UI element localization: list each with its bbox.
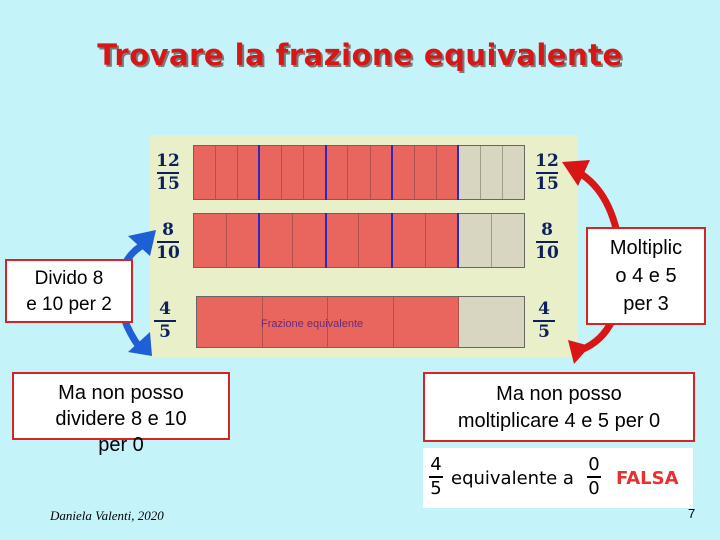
fraction-0-0	[586, 456, 602, 498]
numerator: 12	[156, 151, 180, 171]
denominator: 10	[156, 243, 180, 263]
cannot-multiply-box	[423, 372, 695, 442]
multiply-note-box	[586, 227, 706, 325]
false-statement	[423, 448, 693, 508]
denominator: 15	[535, 174, 559, 194]
denominator: 0	[588, 478, 600, 499]
page-number: 7	[688, 506, 696, 521]
denominator: 5	[159, 322, 171, 342]
equivalent-fraction-label: Frazione equivalente	[261, 318, 364, 330]
divide-note-text: Divido 8 e 10 per 2	[26, 268, 112, 315]
numerator: 0	[588, 454, 600, 475]
numerator: 4	[159, 299, 171, 319]
author-credit: Daniela Valenti, 2020	[50, 508, 164, 523]
numerator: 8	[162, 220, 174, 240]
denominator: 5	[538, 322, 550, 342]
numerator: 12	[535, 151, 559, 171]
false-verdict: FALSA	[616, 468, 679, 489]
multiply-note-text: Moltiplic o 4 e 5 per 3	[609, 237, 683, 315]
denominator: 5	[430, 478, 442, 499]
numerator: 8	[541, 220, 553, 240]
fraction-4-5	[428, 456, 444, 498]
divide-note-box	[5, 259, 133, 323]
cannot-divide-text: Ma non posso dividere 8 e 10 per 0	[55, 382, 187, 456]
numerator: 4	[538, 299, 550, 319]
cannot-divide-box	[12, 372, 230, 456]
denominator: 10	[535, 243, 559, 263]
equivalent-text: equivalente a	[451, 468, 574, 489]
slide-title: Trovare la frazione equivalente	[97, 38, 623, 72]
numerator: 4	[430, 454, 442, 475]
cannot-multiply-text: Ma non posso moltiplicare 4 e 5 per 0	[457, 383, 661, 432]
denominator: 15	[156, 174, 180, 194]
